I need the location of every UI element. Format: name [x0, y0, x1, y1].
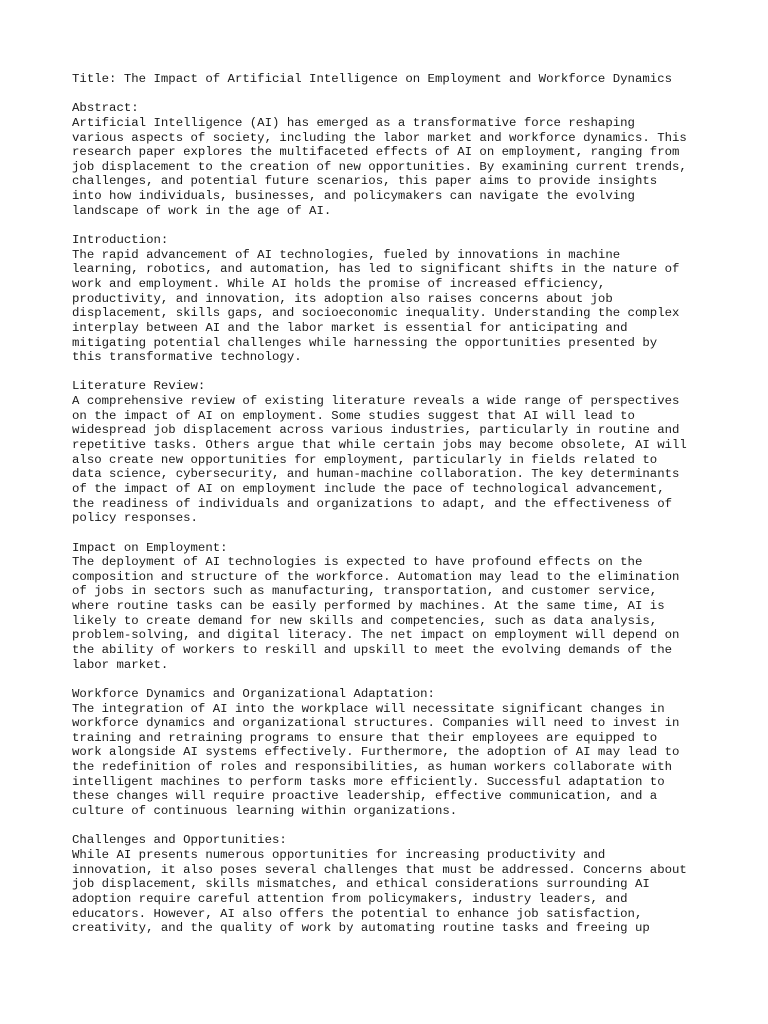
- introduction-line: this transformative technology.: [72, 350, 302, 365]
- challenges-line: While AI presents numerous opportunities for increasing productivity and: [72, 847, 606, 862]
- document-title: Title: The Impact of Artificial Intelligence on Employment and Workforce Dynamics: [72, 72, 673, 86]
- literature-review-line: data science, cybersecurity, and human-machine collaboration. The key determinants: [72, 467, 680, 482]
- literature-review-line: also create new opportunities for employment, particularly in fields related to: [72, 452, 658, 467]
- workforce-line: work alongside AI systems effectively. Furthermore, the adoption of AI may lead to: [72, 745, 680, 760]
- introduction-line: The rapid advancement of AI technologies, fueled by innovations in machine: [72, 247, 621, 262]
- paragraph-gap: [72, 87, 732, 102]
- impact-line: of jobs in sectors such as manufacturing, transportation, and customer service,: [72, 584, 658, 599]
- section-heading-abstract: Abstract:: [72, 101, 139, 116]
- workforce-line: The integration of AI into the workplace will necessitate significant changes in: [72, 701, 665, 716]
- section-heading-challenges: Challenges and Opportunities:: [72, 833, 287, 848]
- workforce-line: culture of continuous learning within organizations.: [72, 804, 458, 819]
- section-heading-literature-review: Literature Review:: [72, 379, 206, 394]
- introduction-line: mitigating potential challenges while harnessing the opportunities presented by: [72, 335, 658, 350]
- abstract-line: various aspects of society, including the labor market and workforce dynamics. This: [72, 130, 687, 145]
- paragraph-gap: [72, 526, 732, 541]
- abstract-line: into how individuals, businesses, and policymakers can navigate the evolving: [72, 189, 635, 204]
- introduction-line: learning, robotics, and automation, has led to significant shifts in the nature of: [72, 262, 680, 277]
- introduction-line: interplay between AI and the labor market is essential for anticipating and: [72, 320, 628, 335]
- impact-line: where routine tasks can be easily performed by machines. At the same time, AI is: [72, 599, 665, 614]
- introduction-line: productivity, and innovation, its adoption also raises concerns about job: [72, 291, 613, 306]
- workforce-line: training and retraining programs to ensure that their employees are equipped to: [72, 730, 658, 745]
- section-heading-workforce-dynamics: Workforce Dynamics and Organizational Adaptation:: [72, 686, 435, 701]
- literature-review-line: of the impact of AI on employment include the pace of technological advancement,: [72, 481, 665, 496]
- abstract-line: Artificial Intelligence (AI) has emerged as a transformative force reshaping: [72, 115, 635, 130]
- challenges-line: creativity, and the quality of work by automating routine tasks and freeing up: [72, 921, 650, 936]
- impact-line: labor market.: [72, 657, 169, 672]
- impact-line: likely to create demand for new skills and competencies, such as data analysis,: [72, 613, 658, 628]
- introduction-line: displacement, skills gaps, and socioeconomic inequality. Understanding the complex: [72, 306, 680, 321]
- workforce-line: the redefinition of roles and responsibilities, as human workers collaborate with: [72, 760, 673, 775]
- literature-review-line: A comprehensive review of existing literature reveals a wide range of perspectives: [72, 394, 680, 409]
- impact-line: the ability of workers to reskill and upskill to meet the evolving demands of the: [72, 642, 673, 657]
- abstract-line: challenges, and potential future scenarios, this paper aims to provide insights: [72, 174, 658, 189]
- introduction-line: work and employment. While AI holds the promise of increased efficiency,: [72, 276, 606, 291]
- challenges-line: innovation, it also poses several challenges that must be addressed. Concerns about: [72, 862, 687, 877]
- impact-line: problem-solving, and digital literacy. The net impact on employment will depend on: [72, 628, 680, 643]
- workforce-line: workforce dynamics and organizational structures. Companies will need to invest in: [72, 716, 680, 731]
- abstract-line: landscape of work in the age of AI.: [72, 203, 332, 218]
- literature-review-line: the readiness of individuals and organizations to adapt, and the effectiveness of: [72, 496, 673, 511]
- literature-review-line: policy responses.: [72, 511, 198, 526]
- literature-review-line: widespread job displacement across various industries, particularly in routine and: [72, 423, 680, 438]
- challenges-line: educators. However, AI also offers the potential to enhance job satisfaction,: [72, 906, 643, 921]
- paragraph-gap: [72, 218, 732, 233]
- section-heading-introduction: Introduction:: [72, 233, 169, 248]
- abstract-line: research paper explores the multifaceted effects of AI on employment, ranging from: [72, 145, 680, 160]
- paragraph-gap: [72, 672, 732, 687]
- challenges-line: adoption require careful attention from policymakers, industry leaders, and: [72, 891, 628, 906]
- impact-line: composition and structure of the workforce. Automation may lead to the elimination: [72, 569, 680, 584]
- paragraph-gap: [72, 819, 732, 834]
- literature-review-line: repetitive tasks. Others argue that while certain jobs may become obsolete, AI will: [72, 438, 687, 453]
- abstract-line: job displacement to the creation of new opportunities. By examining current trends,: [72, 159, 687, 174]
- workforce-line: these changes will require proactive leadership, effective communication, and a: [72, 789, 658, 804]
- paragraph-gap: [72, 365, 732, 380]
- challenges-line: job displacement, skills mismatches, and ethical considerations surrounding AI: [72, 877, 650, 892]
- literature-review-line: on the impact of AI on employment. Some studies suggest that AI will lead to: [72, 408, 635, 423]
- workforce-line: intelligent machines to perform tasks more efficiently. Successful adaptation to: [72, 774, 665, 789]
- section-heading-impact-on-employment: Impact on Employment:: [72, 540, 228, 555]
- document-body: [72, 72, 732, 936]
- impact-line: The deployment of AI technologies is expected to have profound effects on the: [72, 555, 643, 570]
